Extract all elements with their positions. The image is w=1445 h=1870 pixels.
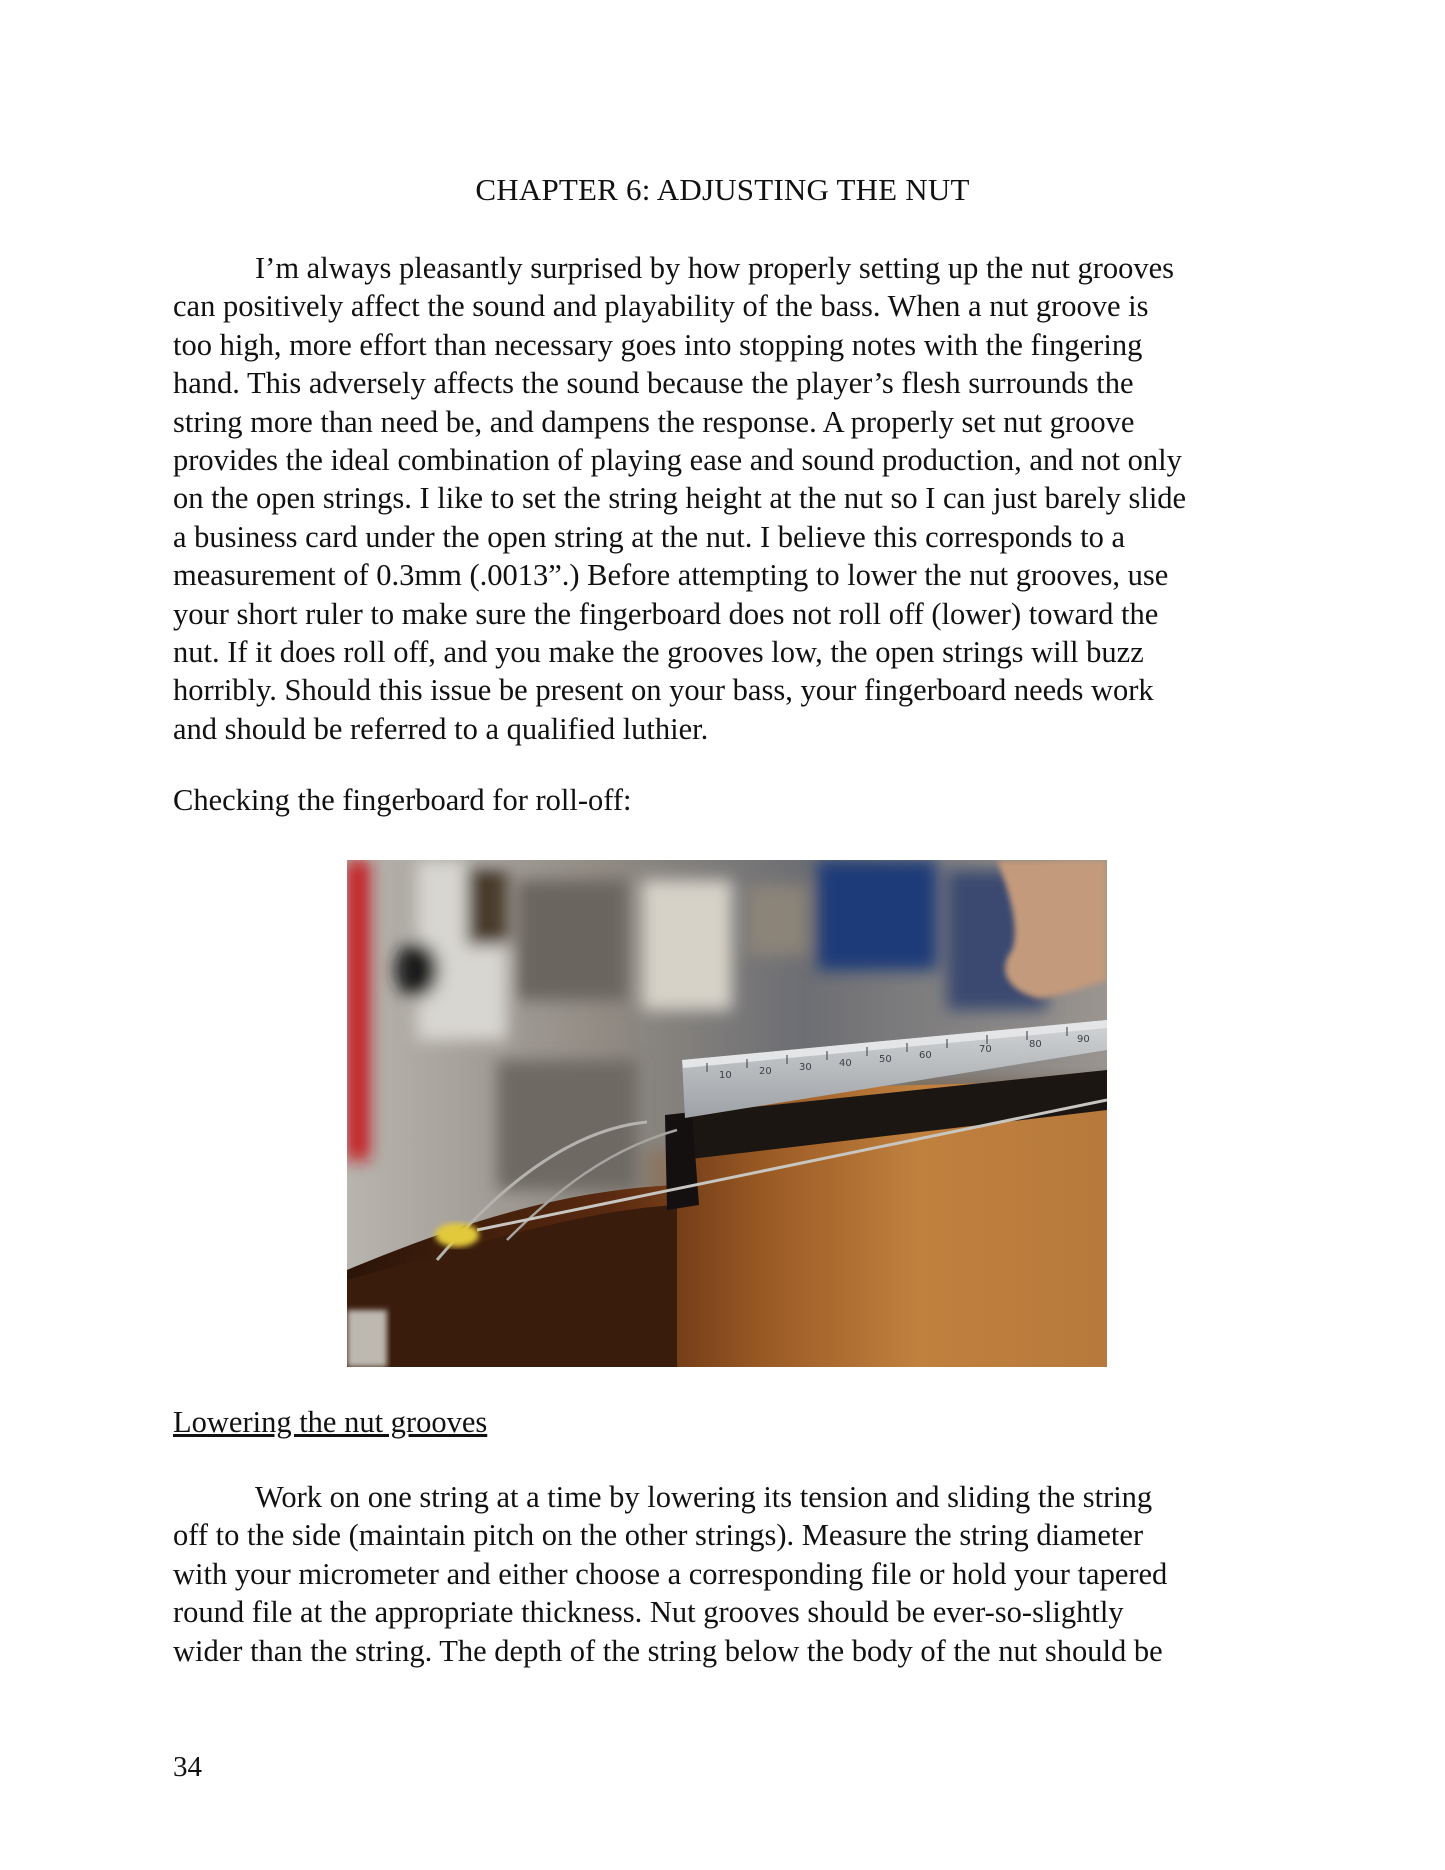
ruler-tick-label: 40 bbox=[839, 1058, 852, 1069]
ruler-tick-label: 50 bbox=[879, 1054, 892, 1065]
page-number: 34 bbox=[173, 1751, 202, 1783]
paragraph-line: a business card under the open string at the nut. I believe this corresponds to a bbox=[173, 519, 1126, 554]
paragraph-line: your short ruler to make sure the fingerboard does not roll off (lower) toward the bbox=[173, 596, 1159, 631]
ruler-tick-label: 60 bbox=[919, 1050, 932, 1061]
paragraph-line: on the open strings. I like to set the string height at the nut so I can just barely slide bbox=[173, 481, 1187, 516]
section-heading: Lowering the nut grooves bbox=[173, 1405, 488, 1439]
paragraph-line: measurement of 0.3mm (.0013”.) Before attempting to lower the nut grooves, use bbox=[173, 558, 1169, 593]
paragraph-line: string more than need be, and dampens the response. A properly set nut groove bbox=[173, 404, 1135, 439]
ruler-tick-label: 30 bbox=[799, 1062, 812, 1073]
intro-paragraph bbox=[173, 249, 1273, 748]
paragraph-line: wider than the string. The depth of the string below the body of the nut should be bbox=[173, 1633, 1163, 1668]
paragraph-line: too high, more effort than necessary goes into stopping notes with the fingering bbox=[173, 327, 1143, 362]
photo-ruler-on-fingerboard bbox=[347, 860, 1107, 1367]
paragraph-line: round file at the appropriate thickness. Nut grooves should be ever-so-slightly bbox=[173, 1595, 1124, 1630]
photo-caption: Checking the fingerboard for roll-off: bbox=[173, 783, 632, 817]
ruler-tick-label: 70 bbox=[979, 1044, 992, 1055]
paragraph-line: hand. This adversely affects the sound because the player’s flesh surrounds the bbox=[173, 366, 1134, 401]
paragraph-line: horribly. Should this issue be present on your bass, your fingerboard needs work bbox=[173, 673, 1154, 708]
ruler-tick-label: 20 bbox=[759, 1066, 772, 1077]
ruler-tick-label: 10 bbox=[719, 1070, 732, 1081]
paragraph-line: off to the side (maintain pitch on the other strings). Measure the string diameter bbox=[173, 1518, 1144, 1553]
ruler-tick-label: 90 bbox=[1077, 1034, 1090, 1045]
ruler-tick-label: 80 bbox=[1029, 1039, 1042, 1050]
paragraph-line: provides the ideal combination of playing ease and sound production, and not only bbox=[173, 443, 1182, 478]
paragraph-line: can positively affect the sound and playability of the bass. When a nut groove is bbox=[173, 289, 1149, 324]
paragraph-line: Work on one string at a time by lowering its tension and sliding the string bbox=[255, 1480, 1153, 1514]
paragraph-line: with your micrometer and either choose a corresponding file or hold your tapered bbox=[173, 1556, 1168, 1591]
chapter-title: CHAPTER 6: ADJUSTING THE NUT bbox=[475, 172, 970, 207]
paragraph-line: and should be referred to a qualified luthier. bbox=[173, 711, 709, 746]
paragraph-line: I’m always pleasantly surprised by how properly setting up the nut grooves bbox=[255, 251, 1175, 285]
grooves-paragraph bbox=[173, 1478, 1273, 1670]
paragraph-line: nut. If it does roll off, and you make the grooves low, the open strings will buzz bbox=[173, 635, 1144, 670]
